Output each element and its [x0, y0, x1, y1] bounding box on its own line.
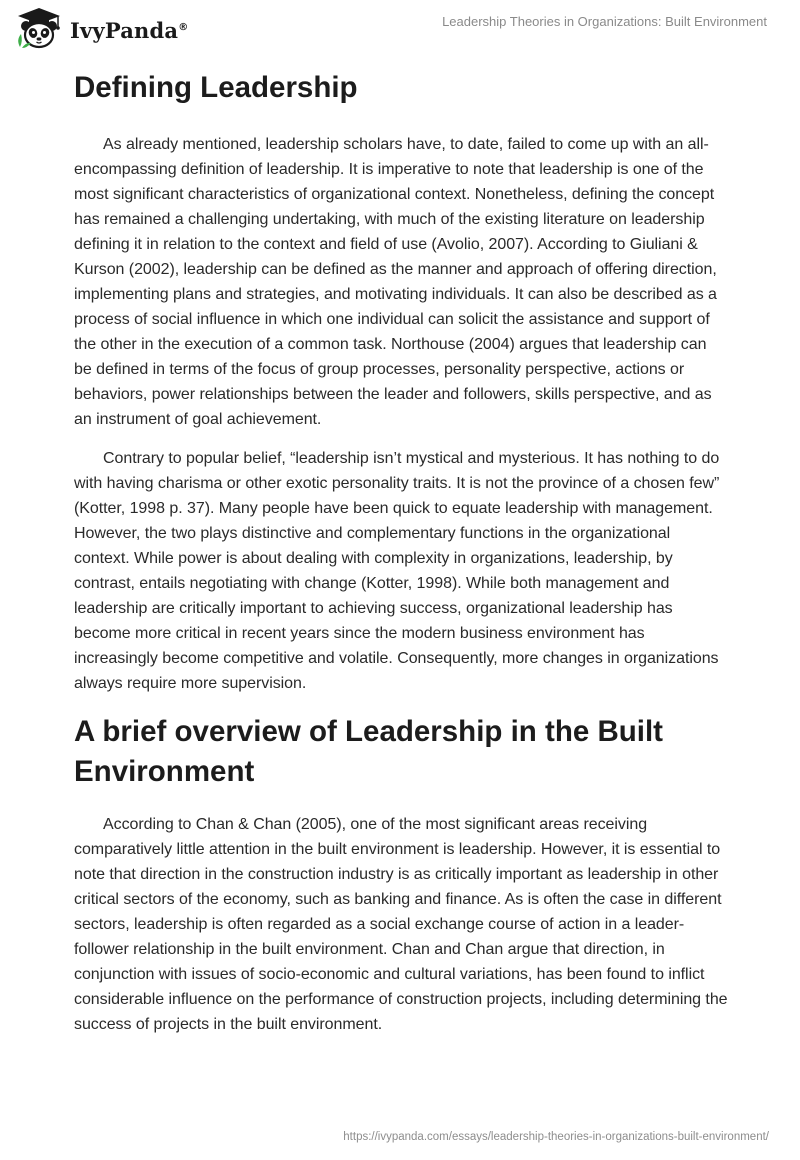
- section-heading-built-environment: A brief overview of Leadership in the Built Environment: [74, 715, 664, 788]
- panda-graduation-icon: [14, 7, 64, 49]
- paragraph: According to Chan & Chan (2005), one of the most significant areas receiving comparatively little attention in the built environment is leadership. However, it is essential to note that direction in the construction industry is as critically important as leadership in other critical sectors of the economy, such as banking and finance. As is often the case in different sectors, leadership is often regarded as a social exchange course of action in a leader-follower relationship in the built environment. Chan and Chan argue that direction, in conjunction with issues of socio-economic and cultural variations, has been found to inflict considerable influence on the performance of construction projects, including determining the success of projects in the built environment.: [74, 816, 728, 1033]
- page-header: [0, 0, 800, 50]
- registered-mark: ®: [178, 21, 189, 33]
- section-heading-defining-leadership: Defining Leadership: [74, 71, 358, 104]
- ivypanda-logo[interactable]: [14, 8, 188, 48]
- brand-name: IvyPanda®: [70, 17, 189, 43]
- paragraph: Contrary to popular belief, “leadership isn’t mystical and mysterious. It has nothing to do with having charisma or other exotic personality traits. It is not the province of a chosen few” (Kotter, 1998 p. 37). Many people have been quick to equate leadership with management. However, the two plays distinctive and complementary functions in the organizational context. While power is about dealing with complexity in organizations, leadership, by contrast, entails negotiating with change (Kotter, 1998). While both management and leadership are critically important to achieving success, organizational leadership has become more critical in recent years since the modern business environment has increasingly become competitive and volatile. Consequently, more changes in organizations always require more supervision.: [74, 450, 720, 692]
- document-title: Leadership Theories in Organizations: Built Environment: [442, 14, 767, 29]
- essay-content: [74, 68, 728, 1051]
- source-url-link[interactable]: https://ivypanda.com/essays/leadership-theories-in-organizations-built-environment/: [343, 1131, 769, 1143]
- paragraph: As already mentioned, leadership scholars have, to date, failed to come up with an all-encompassing definition of leadership. It is imperative to note that leadership is one of the most significant characteristics of organizational context. Nonetheless, defining the concept has remained a challenging undertaking, with much of the existing literature on leadership defining it in relation to the context and field of use (Avolio, 2007). According to Giuliani & Kurson (2002), leadership can be defined as the manner and approach of offering direction, implementing plans and strategies, and motivating individuals. It can also be described as a process of social influence in which one individual can solicit the assistance and support of the other in the execution of a common task. Northouse (2004) argues that leadership can be defined in terms of the focus of group processes, personality perspective, actions or behaviors, power relationships between the leader and followers, skills perspective, and as an instrument of goal achievement.: [74, 136, 717, 428]
